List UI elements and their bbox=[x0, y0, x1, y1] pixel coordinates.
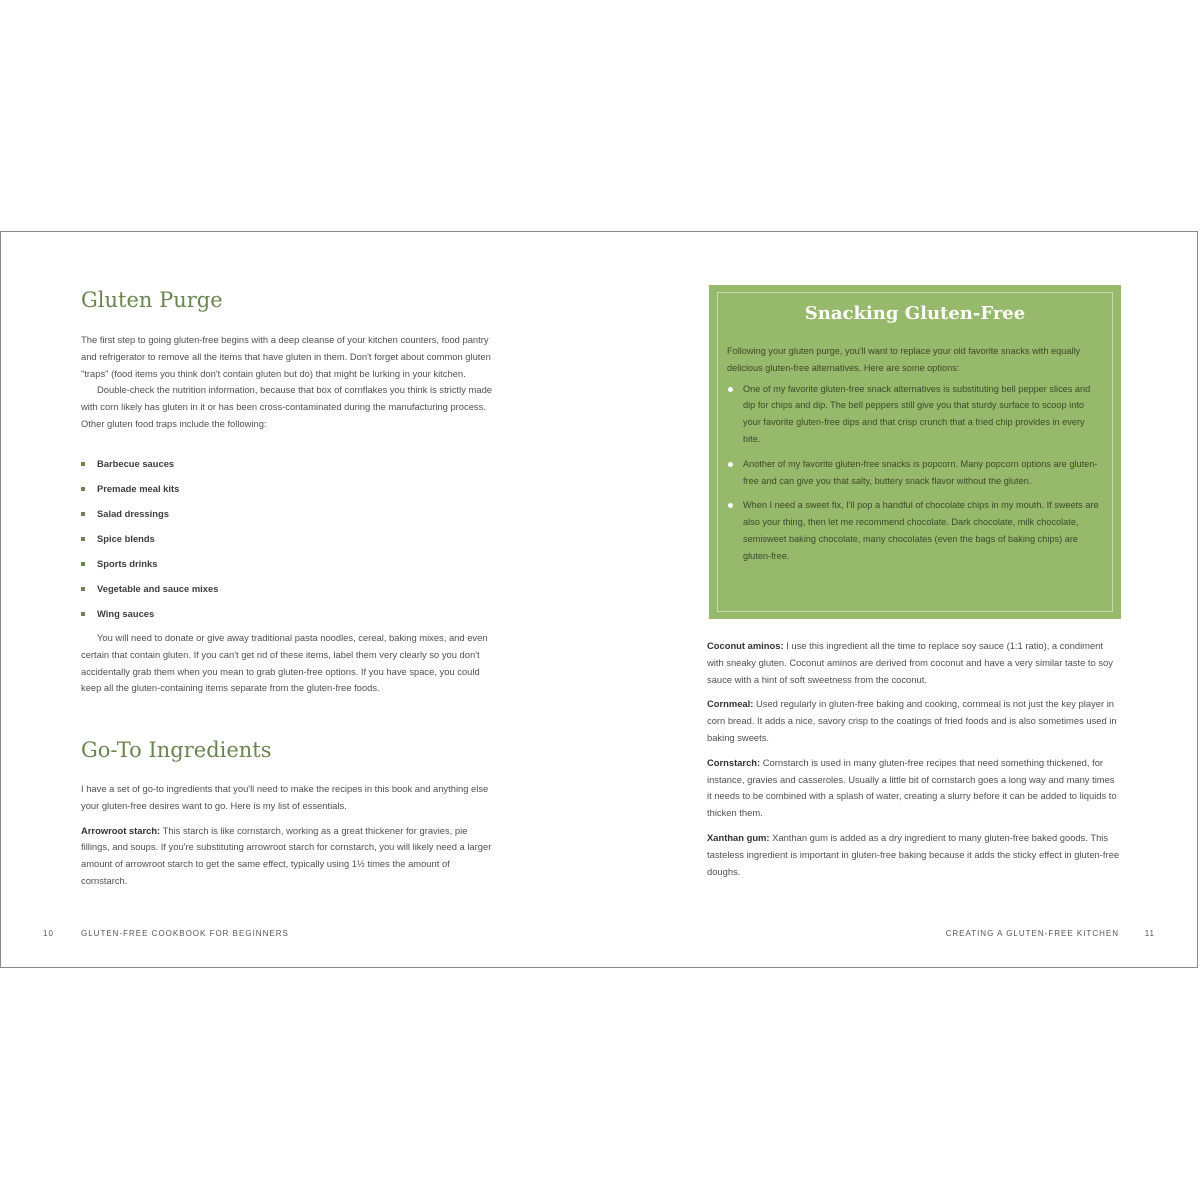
right-page bbox=[599, 232, 1199, 967]
bullet-square-icon bbox=[81, 612, 85, 616]
arrowroot-definition bbox=[81, 823, 495, 890]
list-item: Wing sauces bbox=[81, 606, 495, 631]
gluten-purge-paragraph-2: Double-check the nutrition information, because that box of cornflakes you think is strictly made with corn likely has gluten in it or has been cross-contaminated during the manufacturing process. Other gluten food traps include the following: bbox=[81, 384, 492, 429]
sidebar-intro: Following your gluten purge, you'll want to replace your old favorite snacks with equally delicious gluten-free alternatives. Here are some options: bbox=[727, 346, 1081, 373]
list-item: Salad dressings bbox=[81, 506, 495, 531]
go-to-intro: I have a set of go-to ingredients that you'll need to make the recipes in this book and anything else your gluten-free desires want to go. Here is my list of essentials. bbox=[81, 783, 489, 811]
running-head-left: GLUTEN-FREE COOKBOOK FOR BEGINNERS bbox=[81, 929, 289, 938]
gluten-purge-paragraph-1: The first step to going gluten-free begins with a deep cleanse of your kitchen counters, food pantry and refrigerator to remove all the items that have gluten in them. Don't forget about common gluten "traps" (food items you think don't contain gluten but do) that might be lurking in your kitchen. bbox=[81, 334, 491, 379]
gluten-purge-closing bbox=[81, 630, 495, 697]
arrowroot-text: This starch is like cornstarch, working as a great thickener for gravies, pie fillings, and soups. If you're substituting arrowroot starch for cornstarch, you will likely need a larger amount of arrowroot starch to get the same effect, typically using 1½ times the amount of cornstarch. bbox=[81, 824, 492, 886]
snacking-sidebar bbox=[709, 285, 1121, 619]
bullet-dot-icon bbox=[728, 387, 733, 392]
page-number-left: 10 bbox=[43, 929, 54, 938]
bullet-square-icon bbox=[81, 587, 85, 591]
definition-item: Xanthan gum: Xanthan gum is added as a dry ingredient to many gluten-free baked goods. This tasteless ingredient is important in gluten-free baking because it adds the sticky effect in gluten-free doughs. bbox=[707, 831, 1120, 877]
definition-item: Coconut aminos: I use this ingredient all the time to replace soy sauce (1:1 ratio), a condiment with sneaky gluten. Coconut aminos are derived from coconut and have a very similar taste to soy sauce with a hint of soft sweetness from the coconut. bbox=[707, 640, 1113, 685]
gluten-purge-paragraph-3: You will need to donate or give away traditional pasta noodles, cereal, baking mixes, and even certain that contain gluten. If you can't get rid of these items, label them very clearly so you don't accidentally grab them when you mean to grab gluten-free options. If you have space, you could keep all the gluten-containing items separate from the gluten-free foods. bbox=[81, 632, 488, 694]
bullet-square-icon bbox=[81, 512, 85, 516]
list-item: One of my favorite gluten-free snack alternatives is substituting bell pepper slices and dip for chips and dip. The bell peppers still give you that sturdy surface to scoop into your favorite gluten-free dips and that crisp crunch that a fried chip provides in every bite. bbox=[727, 381, 1103, 448]
gluten-purge-body bbox=[81, 332, 495, 433]
list-item: Another of my favorite gluten-free snacks is popcorn. Many popcorn options are gluten-free and can give you that salty, buttery snack flavor without the gluten. bbox=[727, 456, 1103, 490]
list-item: Sports drinks bbox=[81, 556, 495, 581]
left-page bbox=[1, 232, 599, 967]
bullet-dot-icon bbox=[728, 503, 733, 508]
book-spread bbox=[0, 231, 1198, 968]
bullet-dot-icon bbox=[728, 462, 733, 467]
list-item: Spice blends bbox=[81, 531, 495, 556]
arrowroot-term: Arrowroot starch: bbox=[81, 824, 161, 836]
bullet-square-icon bbox=[81, 462, 85, 466]
sidebar-body bbox=[727, 343, 1103, 573]
running-head-right: CREATING A GLUTEN-FREE KITCHEN bbox=[945, 929, 1119, 938]
go-to-ingredients-heading: Go-To Ingredients bbox=[81, 738, 272, 762]
list-item: Premade meal kits bbox=[81, 481, 495, 506]
bullet-square-icon bbox=[81, 537, 85, 541]
definitions-list bbox=[707, 638, 1121, 880]
definition-item: Cornmeal: Used regularly in gluten-free baking and cooking, cornmeal is not just the key player in corn bread. It adds a nice, savory crisp to the coatings of fried foods and is also sometimes used in baking sweets. bbox=[707, 698, 1117, 743]
gluten-traps-list bbox=[81, 456, 495, 631]
page-number-right: 11 bbox=[1144, 929, 1155, 938]
bullet-square-icon bbox=[81, 562, 85, 566]
sidebar-list bbox=[727, 381, 1103, 565]
definition-item: Cornstarch: Cornstarch is used in many gluten-free recipes that need something thickened, for instance, gravies and casseroles. Usually a little bit of cornstarch goes a long way and many times it needs to be combined with a splash of water, creating a slurry before it can be added to liquids to thicken them. bbox=[707, 756, 1117, 819]
list-item: When I need a sweet fix, I'll pop a handful of chocolate chips in my mouth. If sweets are also your thing, then let me recommend chocolate. Dark chocolate, milk chocolate, semisweet baking chocolate, many chocolates (even the bags of baking chips) are gluten-free. bbox=[727, 497, 1103, 564]
go-to-ingredients-body bbox=[81, 781, 495, 890]
list-item: Barbecue sauces bbox=[81, 456, 495, 481]
gluten-purge-heading: Gluten Purge bbox=[81, 288, 223, 312]
bullet-square-icon bbox=[81, 487, 85, 491]
sidebar-title: Snacking Gluten-Free bbox=[804, 303, 1026, 324]
list-item: Vegetable and sauce mixes bbox=[81, 581, 495, 606]
